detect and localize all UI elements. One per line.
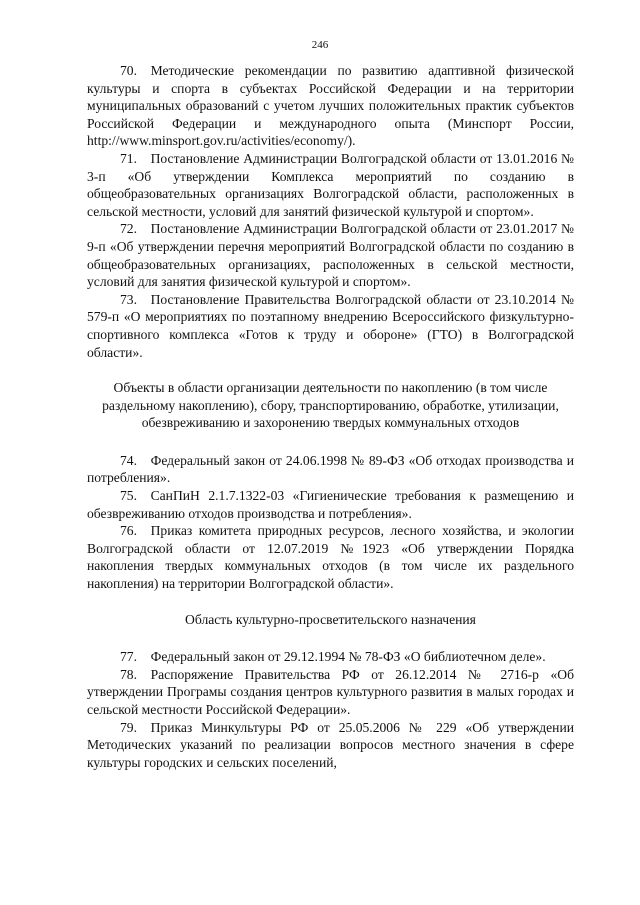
- spacer: [87, 361, 574, 379]
- spacer: [87, 432, 574, 452]
- list-item-71: 71. Постановление Администрации Волгоградской области от 13.01.2016 № 3-п «Об утверждении Комплекса мероприятий по созданию в общеобразовательных организациях Волгоградской области, расположенных в сельской местности, условий для занятий физической культурой и спортом».: [87, 150, 574, 219]
- list-item-75: 75. СанПиН 2.1.7.1322-03 «Гигиенические требования к размещению и обезвреживанию отходов производства и потребления».: [87, 488, 574, 521]
- list-item-76: 76. Приказ комитета природных ресурсов, лесного хозяйства, и экологии Волгоградской области от 12.07.2019 №1923 «Об утверждении Порядка накопления твердых коммунальных отходов (в том числе их раздельного накопления) на территории Волгоградской области».: [87, 523, 574, 592]
- list-item-70: 70. Методические рекомендации по развитию адаптивной физической культуры и спорта в субъектах Российской Федерации и на территории муниципальных образований с учетом лучших положительных практик субъектов Российской Федерации и международного опыта (Минспорт России, http://www.minsport.gov.ru/activities/economy/).: [87, 63, 574, 149]
- page-number: 246: [311, 39, 329, 51]
- list-item-77: 77. Федеральный закон от 29.12.1994 № 78-ФЗ «О библиотечном деле».: [120, 649, 546, 665]
- section-heading-culture: Область культурно-просветительского назначения: [185, 611, 476, 627]
- list-item-79: 79. Приказ Минкультуры РФ от 25.05.2006 № 229 «Об утверждении Методических указаний по реализации вопросов местного значения в сфере культуры городских и сельских поселений,: [87, 719, 574, 770]
- section-heading-waste: Объекты в области организации деятельности по накоплению (в том числе раздельному накоплению), сбору, транспортированию, обработке, утилизации, обезвреживанию и захоронению твердых коммунальных отходов: [102, 380, 559, 431]
- list-item-78: 78. Распоряжение Правительства РФ от 26.12.2014 № 2716-р «Об утверждении Програмы создания центров культурного развития в малых городах и сельской местности Российской Федерации».: [87, 666, 574, 717]
- spacer: [87, 628, 574, 648]
- document-body: [87, 62, 574, 771]
- list-item-73: 73. Постановление Правительства Волгоградской области от 23.10.2014 № 579-п «О мероприятиях по поэтапному внедрению Всероссийского физкультурно-спортивного комплекса «Готов к труду и обороне» (ГТО) в Волгоградской области».: [87, 291, 574, 360]
- list-item-72: 72. Постановление Администрации Волгоградской области от 23.01.2017 № 9-п «Об утверждении перечня мероприятий Волгоградской области по созданию в общеобразовательных организациях, расположенных в сельской местности, условий для занятия физической культурой и спортом».: [87, 221, 574, 290]
- list-item-74: 74. Федеральный закон от 24.06.1998 № 89-ФЗ «Об отходах производства и потребления».: [87, 452, 574, 486]
- spacer: [87, 593, 574, 611]
